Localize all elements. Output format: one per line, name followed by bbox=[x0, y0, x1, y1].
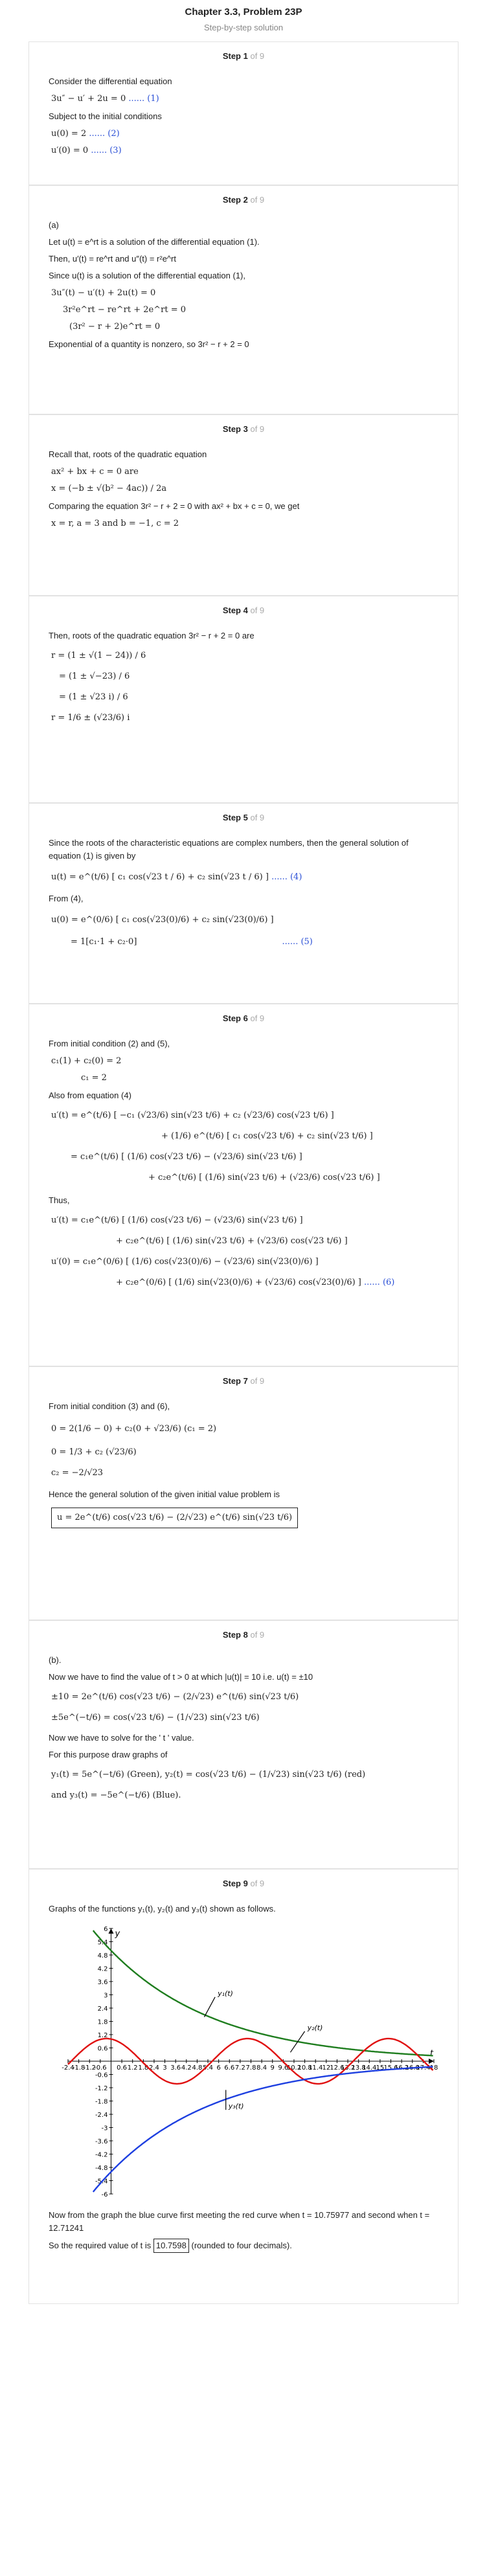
text: Then, u′(t) = re^rt and u″(t) = r²e^rt bbox=[49, 254, 176, 264]
equation: and y₃(t) = −5e^(−t/6) (Blue). bbox=[51, 1791, 181, 1800]
y-tick-label: -0.6 bbox=[95, 2072, 108, 2079]
page-subtitle: Step-by-step solution bbox=[203, 23, 284, 32]
equation: 3r²e^rt − re^rt + 2e^rt = 0 bbox=[63, 305, 186, 315]
equation: = 1[c₁·1 + c₂·0] ...... (5) bbox=[71, 937, 313, 947]
x-tick-label: 9 bbox=[270, 2064, 275, 2072]
equation: u′(0) = 0 ...... (3) bbox=[51, 146, 122, 155]
step-8 bbox=[28, 1620, 459, 1869]
step-3 bbox=[28, 414, 459, 596]
x-tick-label: 8.4 bbox=[256, 2064, 267, 2072]
x-tick-label: 11.4 bbox=[308, 2064, 323, 2072]
x-tick-label: 13.8 bbox=[351, 2064, 366, 2072]
equation: (3r² − r + 2)e^rt = 0 bbox=[69, 322, 161, 332]
y-tick-label: -4.8 bbox=[95, 2165, 108, 2172]
x-tick-label: 10.8 bbox=[297, 2064, 312, 2072]
text: Also from equation (4) bbox=[49, 1090, 131, 1100]
x-axis-label: t bbox=[430, 2049, 434, 2059]
y3-label: y₃(t) bbox=[228, 2102, 244, 2111]
step-6 bbox=[28, 1004, 459, 1366]
equation: + c₂e^(t/6) [ (1/6) sin(√23 t/6) + (√23/6) cos(√23 t/6) ] bbox=[116, 1236, 348, 1246]
x-tick-label: 17.4 bbox=[416, 2064, 431, 2072]
x-tick-label: 9.6 bbox=[278, 2064, 289, 2072]
text: Then, roots of the quadratic equation 3r² − r + 2 = 0 are bbox=[49, 631, 255, 640]
header bbox=[0, 0, 487, 41]
step-header bbox=[49, 51, 438, 61]
equation: u′(0) = c₁e^(0/6) [ (1/6) cos(√23(0)/6) − (√23/6) sin(√23(0)/6) ] bbox=[51, 1257, 319, 1267]
step-1 bbox=[28, 41, 459, 185]
equation: 3u″ − u′ + 2u = 0 ...... (1) bbox=[51, 94, 159, 104]
step-9 bbox=[28, 1869, 459, 2304]
x-tick-label: -2.4 bbox=[62, 2064, 74, 2072]
text: For this purpose draw graphs of bbox=[49, 1750, 168, 1759]
x-tick-label: 3.6 bbox=[170, 2064, 181, 2072]
step-count: of 9 bbox=[250, 51, 265, 61]
y-tick-label: -3.6 bbox=[95, 2138, 108, 2145]
text: Now we have to find the value of t > 0 at which |u(t)| = 10 i.e. u(t) = ±10 bbox=[49, 1672, 313, 1682]
x-tick-label: 12.6 bbox=[330, 2064, 345, 2072]
step-header: Step 5 of 9 bbox=[222, 813, 265, 822]
x-tick-label: 1.8 bbox=[138, 2064, 149, 2072]
equation: 0 = 1/3 + c₂ (√23/6) bbox=[51, 1447, 137, 1457]
text: Recall that, roots of the quadratic equation bbox=[49, 449, 207, 459]
equation: ax² + bx + c = 0 are bbox=[51, 467, 139, 477]
x-tick-label: 1.2 bbox=[127, 2064, 138, 2072]
x-tick-label: 5.4 bbox=[203, 2064, 213, 2072]
y-tick-label: 0.6 bbox=[97, 2045, 108, 2053]
step-header: Step 4 of 9 bbox=[222, 605, 265, 615]
x-tick-label: 16.8 bbox=[405, 2064, 420, 2072]
text: Now from the graph the blue curve first meeting the red curve when t = 10.75977 and second when t = 12.71241 bbox=[49, 2210, 430, 2233]
text: From initial condition (3) and (6), bbox=[49, 1401, 170, 1411]
answer-box: 10.7598 bbox=[153, 2239, 189, 2253]
y-tick-label: -4.2 bbox=[95, 2151, 108, 2159]
equation: + (1/6) e^(t/6) [ c₁ cos(√23 t/6) + c₂ sin(√23 t/6) ] bbox=[161, 1131, 373, 1141]
y1-label-arrow bbox=[204, 1997, 215, 2017]
text: Subject to the initial conditions bbox=[49, 111, 162, 121]
equation: u′(t) = e^(t/6) [ −c₁ (√23/6) sin(√23 t/6) + c₂ (√23/6) cos(√23 t/6) ] bbox=[51, 1111, 334, 1120]
step-5 bbox=[28, 803, 459, 1004]
x-tick-label: 4.8 bbox=[192, 2064, 203, 2072]
equation: ±5e^(−t/6) = cos(√23 t/6) − (1/√23) sin(√23 t/6) bbox=[51, 1713, 260, 1723]
x-tick-label: 10.2 bbox=[286, 2064, 302, 2072]
series-line-3 bbox=[93, 2067, 433, 2192]
step-header: Step 2 of 9 bbox=[222, 195, 265, 205]
equation: = (1 ± √23 i) / 6 bbox=[59, 692, 128, 702]
text: Hence the general solution of the given initial value problem is bbox=[49, 1489, 280, 1499]
step-header: Step 6 of 9 bbox=[222, 1013, 265, 1023]
equation: r = (1 ± √(1 − 24)) / 6 bbox=[51, 651, 146, 661]
equation: + c₂e^(0/6) [ (1/6) sin(√23(0)/6) + (√23/6) cos(√23(0)/6) ] ...... (6) bbox=[116, 1278, 395, 1287]
x-tick-label: 14.4 bbox=[362, 2064, 377, 2072]
equation: = c₁e^(t/6) [ (1/6) cos(√23 t/6) − (√23/6) sin(√23 t/6) ] bbox=[71, 1152, 302, 1162]
y-tick-label: 4.2 bbox=[97, 1965, 108, 1973]
y-tick-label: -1.8 bbox=[95, 2098, 108, 2106]
part-label: (b). bbox=[49, 1655, 62, 1665]
x-tick-label: 15.6 bbox=[383, 2064, 398, 2072]
series-line-1 bbox=[93, 1930, 433, 2055]
y-axis-label: y bbox=[115, 1929, 120, 1939]
y-tick-label: -3 bbox=[101, 2125, 108, 2132]
x-tick-label: 12 bbox=[322, 2064, 331, 2072]
x-tick-label: 4.2 bbox=[181, 2064, 192, 2072]
text: Consider the differential equation bbox=[49, 76, 172, 86]
function-graph bbox=[49, 1922, 440, 2200]
equation: u(0) = 2 ...... (2) bbox=[51, 129, 120, 139]
equation: 0 = 2(1/6 − 0) + c₂(0 + √23/6) (c₁ = 2) bbox=[51, 1424, 217, 1434]
equation: x = (−b ± √(b² − 4ac)) / 2a bbox=[51, 484, 167, 493]
equation: c₁ = 2 bbox=[81, 1073, 107, 1083]
x-axis-arrow bbox=[429, 2059, 434, 2064]
answer-line: So the required value of t is 10.7598 (rounded to four decimals). bbox=[49, 2239, 438, 2253]
step-4 bbox=[28, 596, 459, 803]
x-tick-label: 16.2 bbox=[394, 2064, 409, 2072]
x-tick-label: -1.2 bbox=[83, 2064, 96, 2072]
x-tick-label: 15 bbox=[376, 2064, 385, 2072]
equation: ±10 = 2e^(t/6) cos(√23 t/6) − (2/√23) e^(t/6) sin(√23 t/6) bbox=[51, 1692, 299, 1702]
equation: x = r, a = 3 and b = −1, c = 2 bbox=[51, 519, 179, 528]
y2-label: y₂(t) bbox=[307, 2023, 323, 2032]
y-tick-label: 4.8 bbox=[97, 1952, 108, 1960]
y-tick-label: 6 bbox=[104, 1926, 108, 1933]
step-header: Step 9 of 9 bbox=[222, 1879, 265, 1888]
final-answer-box: u = 2e^(t/6) cos(√23 t/6) − (2/√23) e^(t/6) sin(√23 t/6) bbox=[51, 1508, 438, 1528]
step-header: Step 8 of 9 bbox=[222, 1630, 265, 1640]
y-tick-label: 3.6 bbox=[97, 1979, 108, 1986]
equation: u′(t) = c₁e^(t/6) [ (1/6) cos(√23 t/6) − (√23/6) sin(√23 t/6) ] bbox=[51, 1215, 303, 1225]
y-tick-label: 3 bbox=[104, 1992, 108, 2000]
x-tick-label: 6.6 bbox=[224, 2064, 235, 2072]
x-tick-label: -1.8 bbox=[72, 2064, 85, 2072]
equation: u(0) = e^(0/6) [ c₁ cos(√23(0)/6) + c₂ sin(√23(0)/6) ] bbox=[51, 915, 274, 925]
y-axis-arrow bbox=[108, 1928, 113, 1934]
text: Graphs of the functions y₁(t), y₂(t) and y₃(t) shown as follows. bbox=[49, 1904, 276, 1914]
x-tick-label: 7.8 bbox=[245, 2064, 256, 2072]
equation: u(t) = e^(t/6) [ c₁ cos(√23 t / 6) + c₂ sin(√23 t / 6) ] ...... (4) bbox=[51, 872, 302, 882]
y-tick-label: -5.4 bbox=[95, 2178, 108, 2186]
text: Thus, bbox=[49, 1195, 70, 1205]
equation: c₂ = −2/√23 bbox=[51, 1468, 104, 1478]
text: From initial condition (2) and (5), bbox=[49, 1039, 170, 1048]
equation: c₁(1) + c₂(0) = 2 bbox=[51, 1056, 122, 1066]
y-tick-label: 5.4 bbox=[97, 1939, 108, 1947]
text: From (4), bbox=[49, 894, 84, 903]
x-tick-label: 6 bbox=[216, 2064, 221, 2072]
x-tick-label: -0.6 bbox=[94, 2064, 107, 2072]
x-tick-label: 3 bbox=[163, 2064, 167, 2072]
step-label: Step 1 bbox=[222, 51, 248, 61]
graph bbox=[49, 1922, 438, 2204]
step-header: Step 3 of 9 bbox=[222, 424, 265, 434]
equation: = (1 ± √−23) / 6 bbox=[59, 672, 130, 681]
equation: r = 1/6 ± (√23/6) i bbox=[51, 713, 130, 723]
x-tick-label: 0.6 bbox=[117, 2064, 128, 2072]
x-tick-label: 7.2 bbox=[234, 2064, 245, 2072]
equation: 3u″(t) − u′(t) + 2u(t) = 0 bbox=[51, 288, 156, 298]
equation: y₁(t) = 5e^(−t/6) (Green), y₂(t) = cos(√23 t/6) − (1/√23) sin(√23 t/6) (red) bbox=[51, 1770, 366, 1779]
x-tick-label: 2.4 bbox=[148, 2064, 159, 2072]
equation: + c₂e^(t/6) [ (1/6) sin(√23 t/6) + (√23/6) cos(√23 t/6) ] bbox=[148, 1173, 380, 1182]
y-tick-label: 1.2 bbox=[97, 2032, 108, 2039]
y-tick-label: 1.8 bbox=[97, 2018, 108, 2026]
x-tick-label: 13.2 bbox=[340, 2064, 356, 2072]
y-tick-label: 2.4 bbox=[97, 2005, 108, 2013]
y-tick-label: -1.2 bbox=[95, 2085, 108, 2092]
part-label: (a) bbox=[49, 220, 59, 230]
step-7 bbox=[28, 1366, 459, 1620]
text: Since the roots of the characteristic equations are complex numbers, then the general solution of equation (1) is given by bbox=[49, 838, 409, 861]
page-title: Chapter 3.3, Problem 23P bbox=[185, 6, 302, 17]
text: Now we have to solve for the ' t ' value. bbox=[49, 1733, 194, 1743]
x-tick-label: 18 bbox=[429, 2064, 438, 2072]
step-header: Step 7 of 9 bbox=[222, 1376, 265, 1386]
y1-label: y₁(t) bbox=[218, 1989, 233, 1998]
text: Let u(t) = e^rt is a solution of the differential equation (1). bbox=[49, 237, 260, 247]
text: Comparing the equation 3r² − r + 2 = 0 with ax² + bx + c = 0, we get bbox=[49, 501, 300, 511]
text: Exponential of a quantity is nonzero, so 3r² − r + 2 = 0 bbox=[49, 339, 249, 349]
y-tick-label: -6 bbox=[101, 2191, 108, 2198]
y-tick-label: -2.4 bbox=[95, 2112, 108, 2119]
step-2 bbox=[28, 185, 459, 414]
text: Since u(t) is a solution of the differential equation (1), bbox=[49, 271, 245, 280]
